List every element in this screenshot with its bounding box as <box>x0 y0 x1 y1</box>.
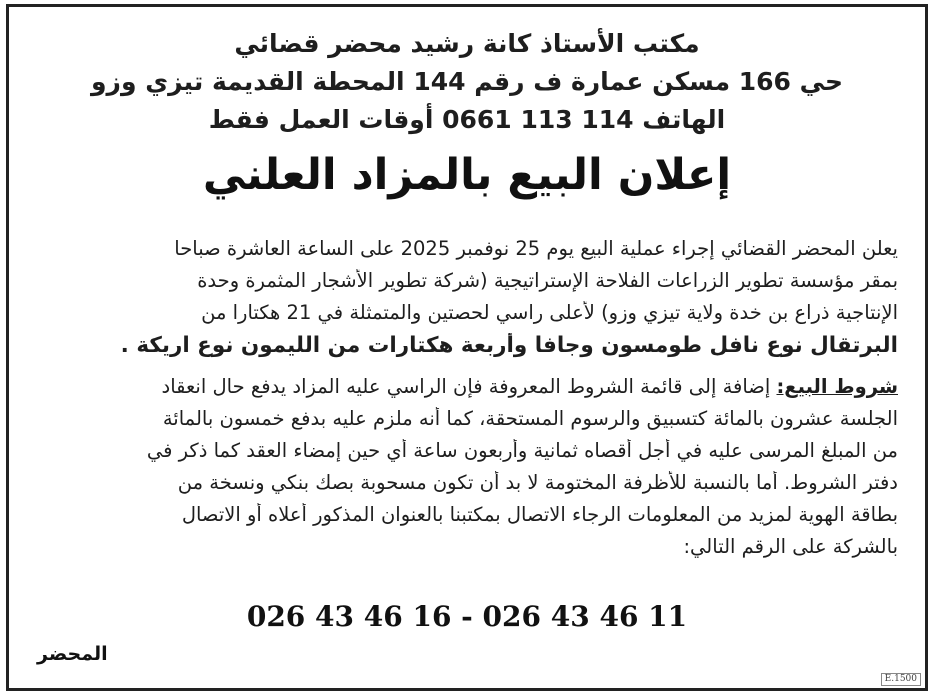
body-line-2: بمقر مؤسسة تطوير الزراعات الفلاحة الإستراتيجية (شركة تطوير الأشجار المثمرة وحدة <box>197 269 898 292</box>
body-line-3: الإنتاجية ذراع بن خدة ولاية تيزي وزو) لأعلى راسي لحصتين والمتمثلة في 21 هكتارا من <box>201 301 898 324</box>
signature: المحضر <box>37 643 108 665</box>
body-line-8: دفتر الشروط. أما بالنسبة للأظرفة المختومة لا بد أن تكون مسحوبة بصك بنكي ونسخة من <box>177 471 898 494</box>
body-line-1: يعلن المحضر القضائي إجراء عملية البيع يوم 25 نوفمبر 2025 على الساعة العاشرة صباحا <box>174 237 898 260</box>
body-line-5 <box>36 375 898 398</box>
contact-phone-numbers: 026 43 46 16 - 026 43 46 11 <box>246 600 688 633</box>
notice-frame <box>6 4 928 691</box>
terms-label: شروط البيع: <box>776 375 898 398</box>
body-line-6: الجلسة عشرون بالمائة كتسبيق والرسوم المستحقة، كما أنه ملزم عليه بدفع خمسون بالمائة <box>162 407 898 430</box>
notice-title: إعلان البيع بالمزاد العلني <box>202 150 732 200</box>
body-line-7: من المبلغ المرسى عليه في أجل أقصاه ثمانية وأربعون ساعة أي حين إمضاء العقد كما ذكر في <box>146 439 898 462</box>
office-name: مكتب الأستاذ كانة رشيد محضر قضائي <box>234 29 700 58</box>
office-phone-hours: الهاتف 114 113 0661 أوقات العمل فقط <box>208 105 726 134</box>
office-address: حي 166 مسكن عمارة ف رقم 144 المحطة القديمة تيزي وزو <box>91 67 843 96</box>
terms-text: إضافة إلى قائمة الشروط المعروفة فإن الراسي عليه المزاد يدفع حال انعقاد <box>161 375 777 398</box>
body-line-10: بالشركة على الرقم التالي: <box>683 535 898 558</box>
body-line-9: بطاقة الهوية لمزيد من المعلومات الرجاء الاتصال بمكتبنا بالعنوان المذكور أعلاه أو الاتصال <box>181 503 898 526</box>
reference-code: E.1500 <box>881 673 921 686</box>
body-line-4: البرتقال نوع نافل طومسون وجافا وأربعة هكتارات من الليمون نوع اريكة . <box>120 333 898 358</box>
